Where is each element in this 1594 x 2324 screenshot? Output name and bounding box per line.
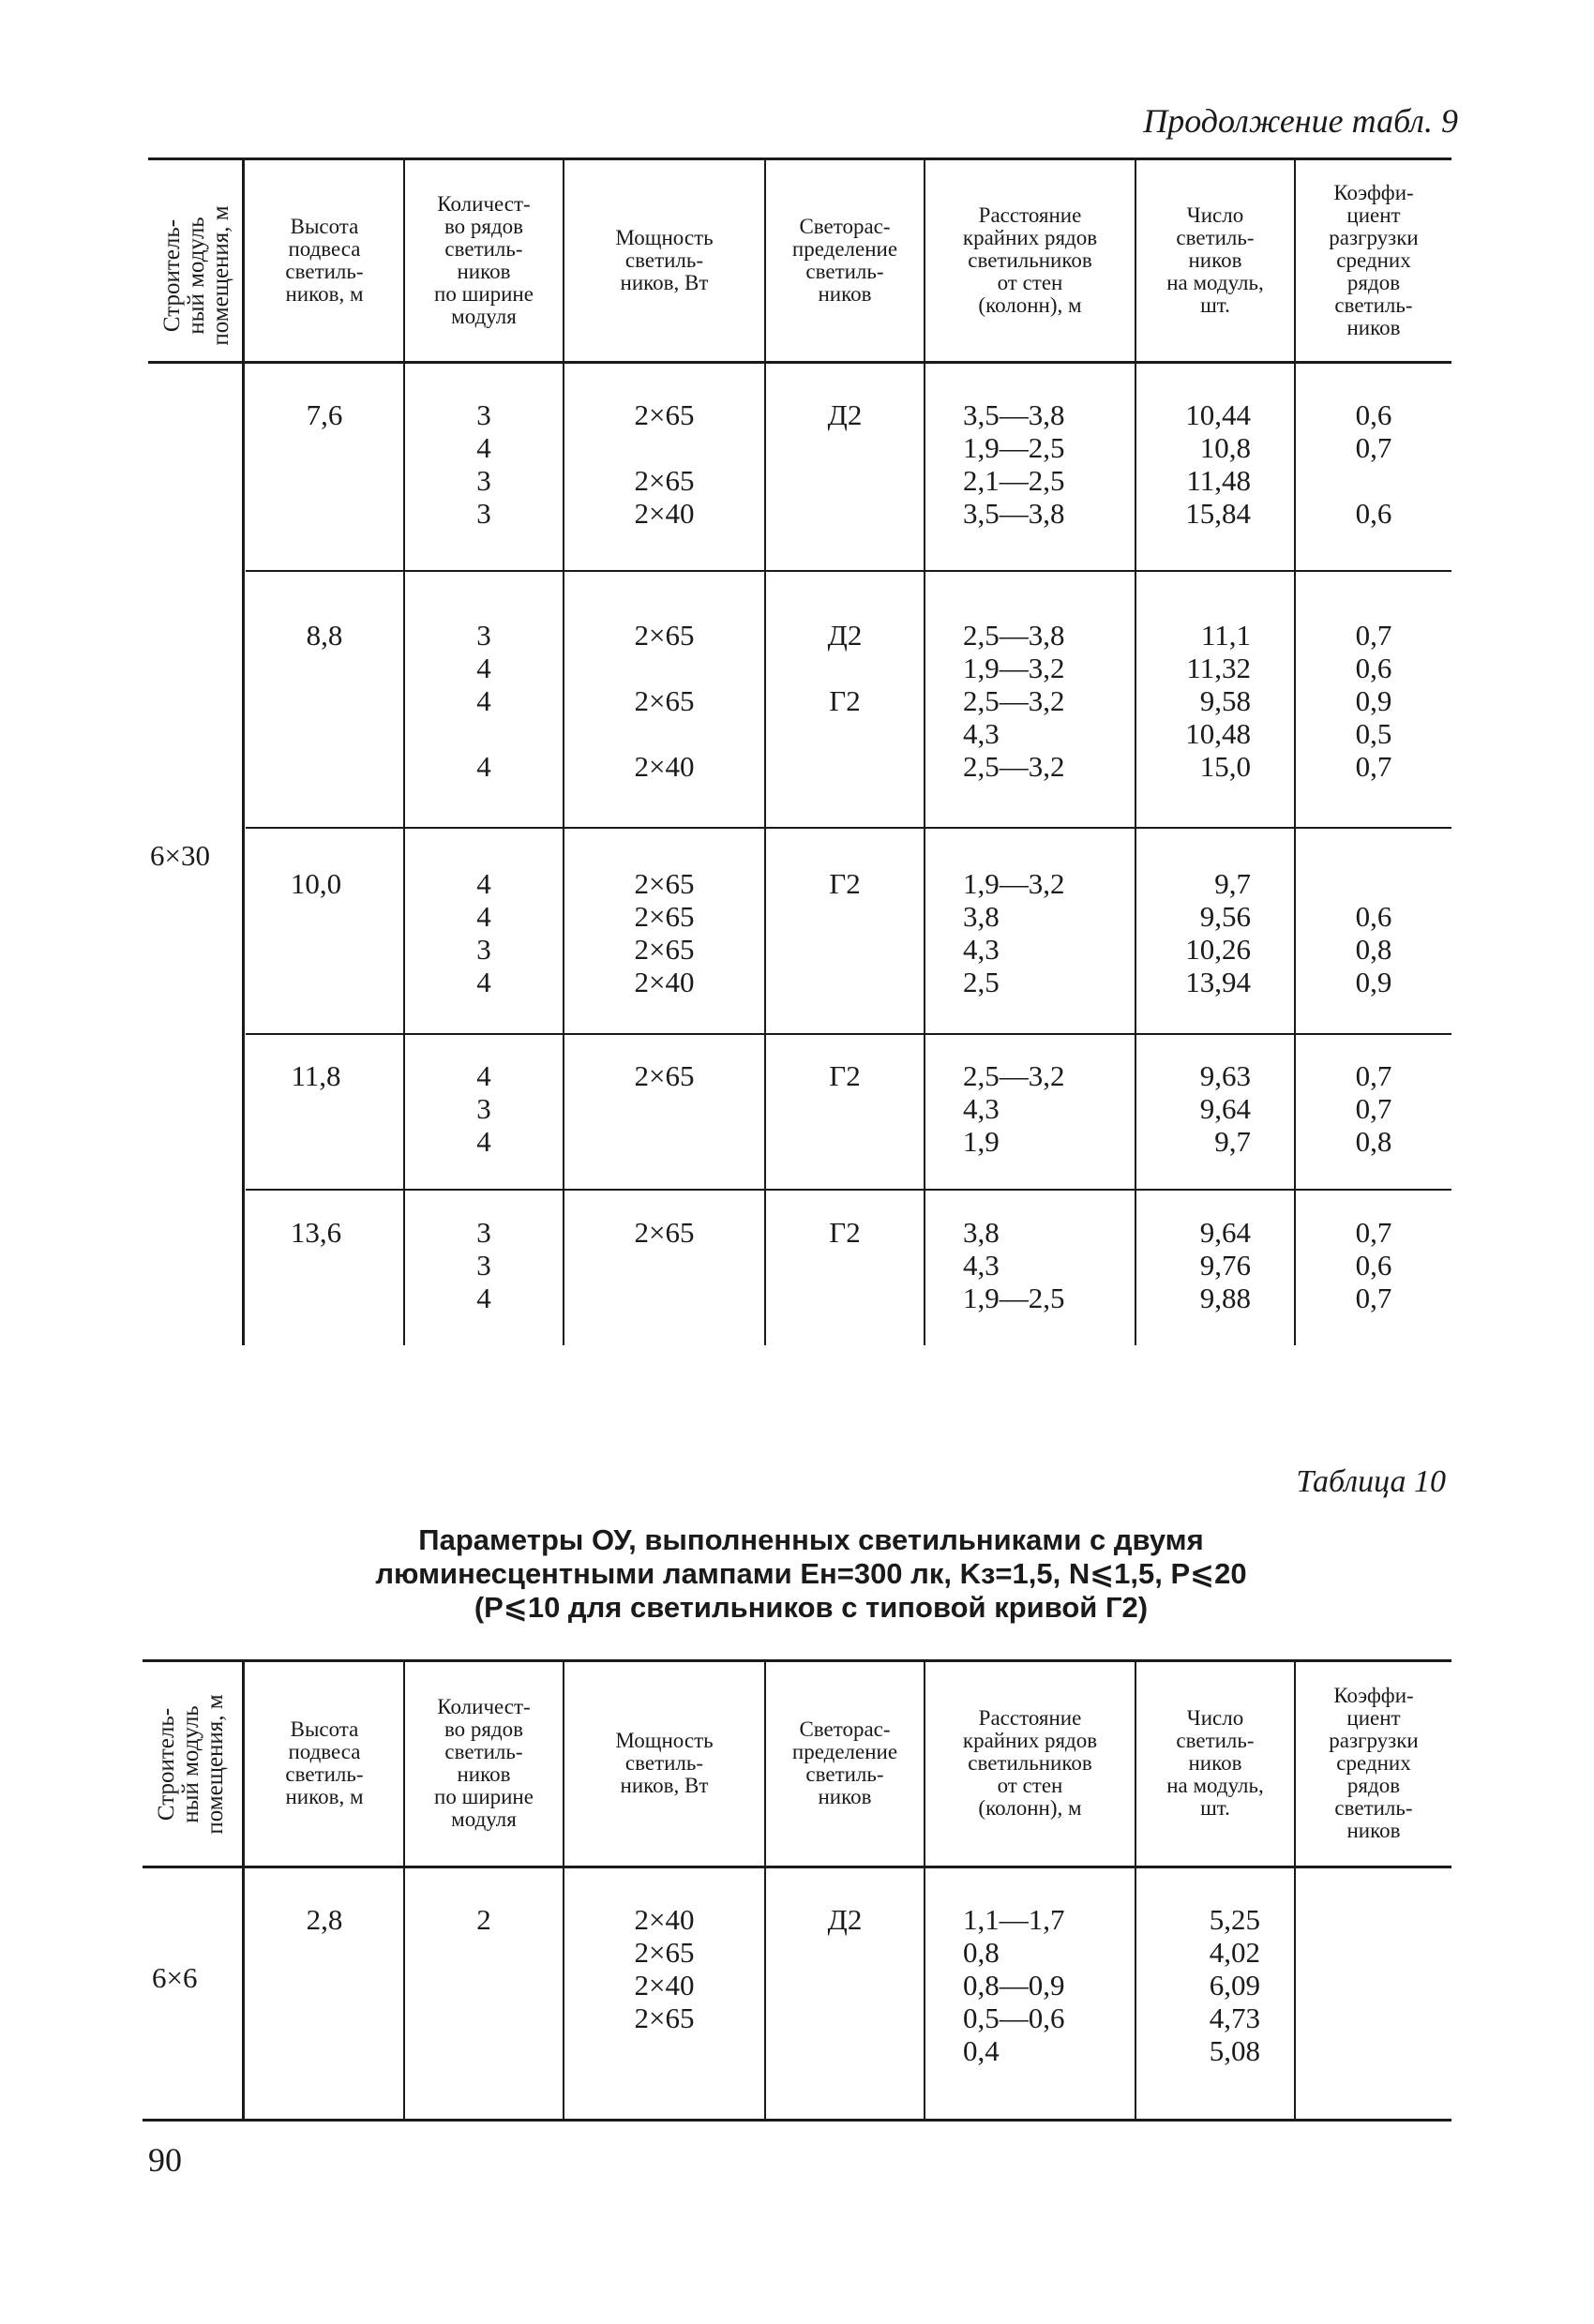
header-distance: Расстояние крайних рядов светильников от стен (колонн), м [962,1706,1098,1820]
height-value: 2,8 [306,1903,343,1936]
header-distribution: Светорас- пределение светиль- ников [791,215,898,306]
distribution-value: Г2 [829,1216,861,1249]
group-divider [246,570,1451,572]
distance-value: 1,9—3,2 3,8 4,3 2,5 [963,867,1065,998]
coef-value: 0,7 0,7 0,8 [1355,1059,1392,1158]
group-divider [246,827,1451,829]
distance-value: 1,1—1,7 0,8 0,8—0,9 0,5—0,6 0,4 [963,1903,1065,2067]
group-divider [246,1033,1451,1035]
header-module: Строитель- ный модуль помещения, м [154,1694,228,1835]
header-height: Высота подвеса светиль- ников, м [285,1717,364,1808]
page-number: 90 [148,2141,182,2179]
height-value: 7,6 [306,398,343,431]
height-value: 8,8 [306,619,343,652]
power-value: 2×40 2×65 2×40 2×65 [634,1903,695,2034]
header-module: Строитель- ный модуль помещения, м [159,205,233,346]
column-rule [242,1661,245,2119]
header-count: Число светиль- ников на модуль, шт. [1166,203,1264,317]
header-distribution: Светорас- пределение светиль- ников [791,1717,898,1808]
distribution-value: Д2 [827,398,863,431]
distribution-value: Д2 Г2 [827,619,863,717]
power-value: 2×65 [634,1059,695,1092]
rows-value: 4 4 3 4 [476,867,491,998]
coef-value: 0,6 0,8 0,9 [1355,900,1392,998]
distribution-value: Г2 [829,867,861,900]
distance-value: 3,5—3,8 1,9—2,5 2,1—2,5 3,5—3,8 [963,398,1065,530]
module-value: 6×30 [150,839,210,872]
count-value: 9,64 9,76 9,88 [1199,1216,1251,1314]
coef-value: 0,7 0,6 0,9 0,5 0,7 [1355,619,1392,783]
rows-value: 3 3 4 [476,1216,491,1314]
rows-value: 3 4 3 3 [476,398,491,530]
header-power: Мощность светиль- ников, Вт [615,226,714,294]
header-rows: Количест- во рядов светиль- ников по ширине модуля [434,192,534,328]
height-value: 10,0 [290,867,342,900]
header-coef: Коэффи- циент разгрузки средних рядов светиль- ников [1329,181,1419,339]
power-value: 2×65 2×65 2×65 2×40 [634,867,695,998]
table-10-label: Таблица 10 [1296,1464,1446,1499]
table-top-rule [148,157,1451,160]
height-value: 11,8 [291,1059,341,1092]
distribution-value: Д2 [827,1903,863,1936]
header-count: Число светиль- ников на модуль, шт. [1166,1706,1264,1820]
rows-value: 2 [476,1903,491,1936]
table-bottom-rule [143,2119,1451,2122]
count-value: 11,1 11,32 9,58 10,48 15,0 [1185,619,1251,783]
header-rows: Количест- во рядов светиль- ников по ширине модуля [434,1695,534,1831]
module-value: 6×6 [152,1961,198,1994]
continuation-title: Продолжение табл. 9 [1143,102,1458,140]
coef-value: 0,6 0,7 0,6 [1355,398,1392,530]
count-value: 5,25 4,02 6,09 4,73 5,08 [1209,1903,1260,2067]
count-value: 9,63 9,64 9,7 [1199,1059,1251,1158]
table-10-caption: Параметры ОУ, выполненных светильниками с двумя люминесцентными лампами Eн=300 лк, Kз=1,5, N⩽1,5, P⩽20 (P⩽10 для светильников с типовой кривой Г2) [375,1523,1247,1624]
power-value: 2×65 2×65 2×40 [634,398,695,530]
header-height: Высота подвеса светиль- ников, м [285,215,364,306]
height-value: 13,6 [290,1216,342,1249]
table-top-rule [143,1659,1451,1662]
count-value: 10,44 10,8 11,48 15,84 [1185,398,1251,530]
distribution-value: Г2 [829,1059,861,1092]
header-bottom-rule [143,1866,1451,1868]
count-value: 9,7 9,56 10,26 13,94 [1185,867,1251,998]
coef-value: 0,7 0,6 0,7 [1355,1216,1392,1314]
header-coef: Коэффи- циент разгрузки средних рядов светиль- ников [1329,1684,1419,1842]
distance-value: 2,5—3,8 1,9—3,2 2,5—3,2 4,3 2,5—3,2 [963,619,1065,783]
rows-value: 4 3 4 [476,1059,491,1158]
header-distance: Расстояние крайних рядов светильников от стен (колонн), м [962,203,1098,317]
group-divider [246,1189,1451,1191]
distance-value: 3,8 4,3 1,9—2,5 [963,1216,1065,1314]
rows-value: 3 4 4 4 [476,619,491,783]
distance-value: 2,5—3,2 4,3 1,9 [963,1059,1065,1158]
power-value: 2×65 [634,1216,695,1249]
header-power: Мощность светиль- ников, Вт [615,1729,714,1797]
power-value: 2×65 2×65 2×40 [634,619,695,783]
header-bottom-rule [148,361,1451,364]
column-rule [242,159,245,1345]
